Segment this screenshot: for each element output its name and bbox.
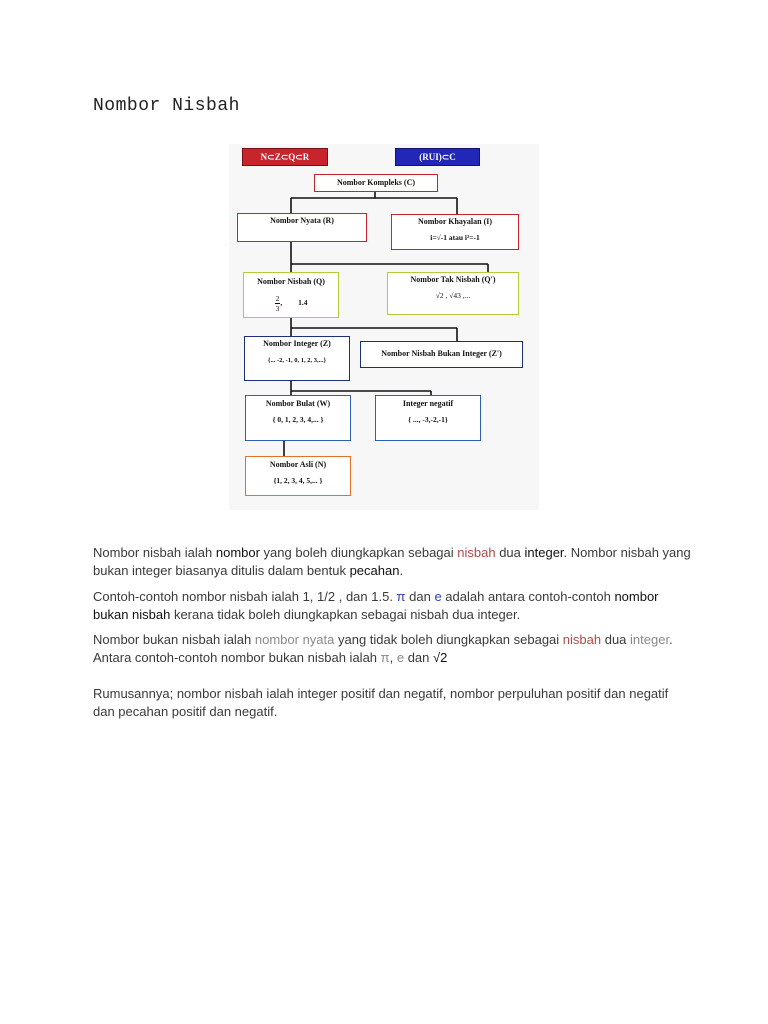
negative-integer-set: { ..., -3,-2,-1} — [408, 414, 448, 424]
text: , — [389, 650, 397, 665]
fraction-denominator: 3 — [275, 303, 280, 313]
whole-number-label: Nombor Bulat (W) — [265, 399, 331, 408]
text: Nombor nisbah ialah — [93, 545, 216, 560]
negative-integer-box — [375, 395, 481, 441]
fraction-numerator: 2 — [275, 293, 280, 303]
link-integer[interactable]: integer — [524, 545, 564, 560]
subset-chain-real: N⊂Z⊂Q⊂R — [242, 148, 328, 166]
complex-number-box — [314, 174, 438, 192]
link-pi-2[interactable]: π — [380, 650, 390, 665]
link-e[interactable]: e — [434, 589, 442, 604]
integer-box — [244, 336, 350, 381]
text: Contoh-contoh nombor nisbah ialah 1, 1/2 , dan 1.5. — [93, 589, 397, 604]
paragraph-irrational — [93, 631, 693, 667]
paragraph-definition — [93, 544, 693, 580]
paragraph-examples — [93, 588, 693, 624]
non-integer-rational-box — [360, 341, 523, 368]
fraction-separator: , — [280, 298, 283, 308]
rational-number-examples — [244, 294, 338, 313]
number-system-diagram — [229, 144, 539, 510]
real-number-box — [237, 213, 367, 242]
integer-set: {... -2, -1, 0, 1, 2, 3,...} — [267, 356, 327, 364]
subset-chain-complex: (RUI)⊂C — [395, 148, 480, 166]
whole-number-box — [245, 395, 351, 441]
text: . Nombor nisbah yang bukan integer biasanya ditulis dalam bentuk — [93, 545, 691, 578]
complex-number-label: Nombor Kompleks (C) — [336, 178, 416, 187]
irrational-number-label: Nombor Tak Nisbah (Q') — [410, 275, 496, 284]
text: Nombor bukan nisbah ialah — [93, 632, 255, 647]
text: adalah antara contoh-contoh — [441, 589, 615, 604]
natural-number-box — [245, 456, 351, 496]
irrational-number-examples: √2 , √43 ,... — [435, 290, 471, 300]
link-pi[interactable]: π — [396, 589, 406, 604]
sqrt-two: √2 — [433, 650, 448, 665]
link-nombor[interactable]: nombor — [215, 545, 260, 560]
text: kerana tidak boleh diungkapkan sebagai nisbah dua integer. — [170, 607, 521, 622]
link-e-2[interactable]: e — [396, 650, 405, 665]
integer-label: Nombor Integer (Z) — [263, 339, 331, 348]
text: dua — [601, 632, 631, 647]
link-integer-2[interactable]: integer — [630, 632, 670, 647]
paragraph-summary: Rumusannya; nombor nisbah ialah integer positif dan negatif, nombor perpuluhan positif dan negatif dan pecahan positif dan negatif. — [93, 686, 669, 719]
imaginary-number-label: Nombor Khayalan (I) — [417, 217, 493, 226]
text: dan — [404, 650, 434, 665]
text: dua — [495, 545, 525, 560]
link-nisbah[interactable]: nisbah — [457, 545, 496, 560]
text: yang tidak boleh diungkapkan sebagai — [334, 632, 563, 647]
text: . — [399, 563, 404, 578]
real-number-label: Nombor Nyata (R) — [270, 216, 334, 225]
text: yang boleh diungkapkan sebagai — [259, 545, 458, 560]
imaginary-number-definition: i=√-1 atau i²=-1 — [430, 232, 480, 242]
irrational-number-box — [387, 272, 519, 315]
rational-number-box — [243, 272, 339, 318]
link-nisbah-2[interactable]: nisbah — [562, 632, 602, 647]
natural-number-label: Nombor Asli (N) — [269, 460, 327, 469]
text: dan — [405, 589, 435, 604]
decimal-example: 1.4 — [298, 298, 308, 308]
natural-number-set: {1, 2, 3, 4, 5,... } — [273, 475, 323, 485]
negative-integer-label: Integer negatif — [402, 399, 454, 408]
link-nombor-bukan-nisbah[interactable]: nombor bukan nisbah — [93, 589, 659, 622]
text: . Antara contoh-contoh nombor bukan nisbah ialah — [93, 632, 673, 665]
imaginary-number-box — [391, 214, 519, 250]
link-nombor-nyata[interactable]: nombor nyata — [254, 632, 335, 647]
link-pecahan[interactable]: pecahan — [349, 563, 400, 578]
whole-number-set: { 0, 1, 2, 3, 4,... } — [272, 414, 324, 424]
page-title: Nombor Nisbah — [93, 96, 240, 116]
non-integer-rational-label: Nombor Nisbah Bukan Integer (Z') — [381, 349, 502, 358]
rational-number-label: Nombor Nisbah (Q) — [257, 277, 325, 286]
